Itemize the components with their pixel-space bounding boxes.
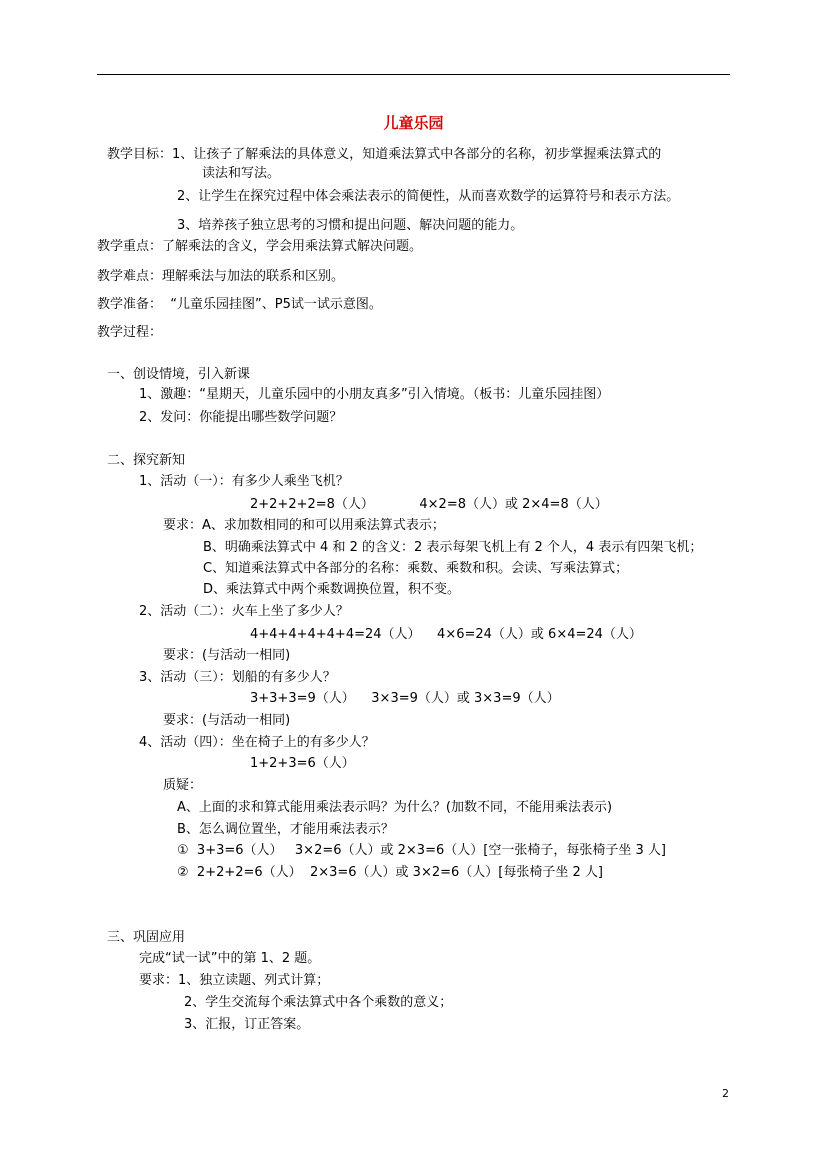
activity-2-requirement: 要求：(与活动一相同) [163,648,291,663]
objective-1-line2: 读法和写法。 [202,166,281,181]
section-3-requirement-3: 3、汇报，订正答案。 [184,1017,310,1032]
activity-1-equations: 2+2+2+2=8（人） 4×2=8（人）或 2×4=8（人） [250,497,608,512]
arrangement-2: ② 2+2+2=6（人） 2×3=6（人）或 3×2=6（人）[每张椅子坐 2 人] [177,865,603,880]
header-rule [97,74,730,75]
requirement-c: C、知道乘法算式中各部分的名称：乘数、乘数和积。会读、写乘法算式； [203,561,629,576]
section-1-item-1: 1、激趣：“星期天，儿童乐园中的小朋友真多”引入情境。（板书：儿童乐园挂图） [139,387,610,402]
objective-1-line1: 教学目标：1、让孩子了解乘法的具体意义，知道乘法算式中各部分的名称，初步掌握乘法算式的 [107,147,662,162]
section-3-requirement-1: 要求：1、独立读题、列式计算； [139,973,330,988]
activity-3-requirement: 要求：(与活动一相同) [163,713,291,728]
process-heading: 教学过程： [97,325,163,340]
activity-4-equation: 1+2+3=6（人） [250,756,355,771]
arrangement-1: ① 3+3=6（人） 3×2=6（人）或 2×3=6（人）[空一张椅子，每张椅子坐 3 人] [177,843,666,858]
section-3-heading: 三、巩固应用 [107,930,186,945]
activity-3: 3、活动（三）：划船的有多少人？ [139,670,336,685]
section-1-item-2: 2、发问：你能提出哪些数学问题？ [139,410,343,425]
objective-3: 3、培养孩子独立思考的习惯和提出问题、解决问题的能力。 [177,218,524,233]
activity-3-equations: 3+3+3=9（人） 3×3=9（人）或 3×3=9（人） [250,691,560,706]
objective-2: 2、让学生在探究过程中体会乘法表示的简便性，从而喜欢数学的运算符号和表示方法。 [177,189,680,204]
difficulty: 教学难点：理解乘法与加法的联系和区别。 [97,269,345,284]
requirement-d: D、乘法算式中两个乘数调换位置，积不变。 [203,582,461,597]
requirement-a: 要求：A、求加数相同的和可以用乘法算式表示； [163,518,445,533]
preparation: 教学准备： “儿童乐园挂图”、P5试一试示意图。 [97,297,382,312]
page-number: 2 [722,1087,729,1100]
activity-1: 1、活动（一）：有多少人乘坐飞机？ [139,474,349,489]
section-3-task: 完成“试一试”中的第 1、2 题。 [139,951,321,966]
activity-2-equations: 4+4+4+4+4+4=24（人） 4×6=24（人）或 6×4=24（人） [250,627,642,642]
section-3-requirement-2: 2、学生交流每个乘法算式中各个乘数的意义； [184,995,453,1010]
activity-4: 4、活动（四）：坐在椅子上的有多少人？ [139,735,375,750]
question-b: B、怎么调位置坐，才能用乘法表示？ [177,822,394,837]
key-point: 教学重点：了解乘法的含义，学会用乘法算式解决问题。 [97,239,423,254]
question-a: A、上面的求和算式能用乘法表示吗？为什么？(加数不同，不能用乘法表示) [177,800,613,815]
requirement-b: B、明确乘法算式中 4 和 2 的含义：2 表示每架飞机上有 2 个人，4 表示有四架飞机； [203,540,703,555]
document-title: 儿童乐园 [383,114,444,132]
section-1-heading: 一、创设情境，引入新课 [107,367,251,382]
section-2-heading: 二、探究新知 [107,453,186,468]
activity-2: 2、活动（二）：火车上坐了多少人？ [139,604,349,619]
question-heading: 质疑： [163,778,203,793]
